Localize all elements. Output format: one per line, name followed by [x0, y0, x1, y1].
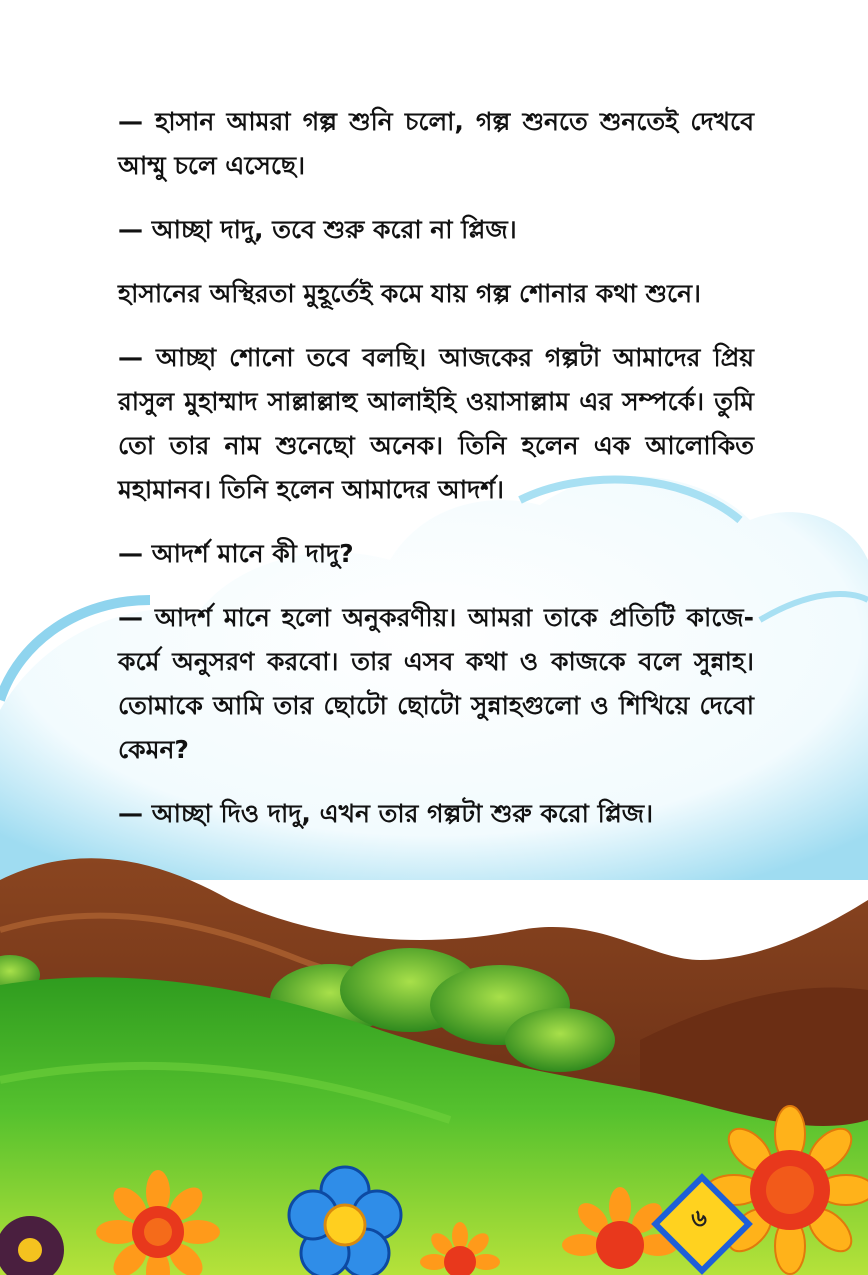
paragraph: — আদর্শ মানে কী দাদু? — [118, 539, 354, 568]
paragraph: — আচ্ছা শোনো তবে বলছি। আজকের গল্পটা আমাদের প্রিয় রাসুল মুহাম্মাদ সাল্লাল্লাহু আলাইহি ওয়াসাল্লাম এর সম্পর্কে। তুমি তো তার নাম শুনেছো অনেক। তিনি হলেন এক আলোকিত মহামানব। তিনি হলেন আমাদের আদর্শ। — [118, 343, 754, 504]
story-text — [118, 100, 754, 856]
paragraph: — আচ্ছা দিও দাদু, এখন তার গল্পটা শুরু করো প্লিজ। — [118, 799, 654, 828]
paragraph: হাসানের অস্থিরতা মুহূর্তেই কমে যায় গল্প শোনার কথা শুনে। — [118, 279, 701, 308]
paragraph: — আচ্ছা দাদু, তবে শুরু করো না প্লিজ। — [118, 215, 517, 244]
paragraph: — আদর্শ মানে হলো অনুকরণীয়। আমরা তাকে প্রতিটি কাজে-কর্মে অনুসরণ করবো। তার এসব কথা ও কাজকে বলে সুন্নাহ। তোমাকে আমি তার ছোটো ছোটো সুন্নাহগুলো ও শিখিয়ে দেবো কেমন? — [118, 603, 754, 764]
page-number: ৬ — [691, 1204, 707, 1232]
paragraph: — হাসান আমরা গল্প শুনি চলো, গল্প শুনতে শুনতেই দেখবে আম্মু চলে এসেছে। — [118, 107, 754, 180]
